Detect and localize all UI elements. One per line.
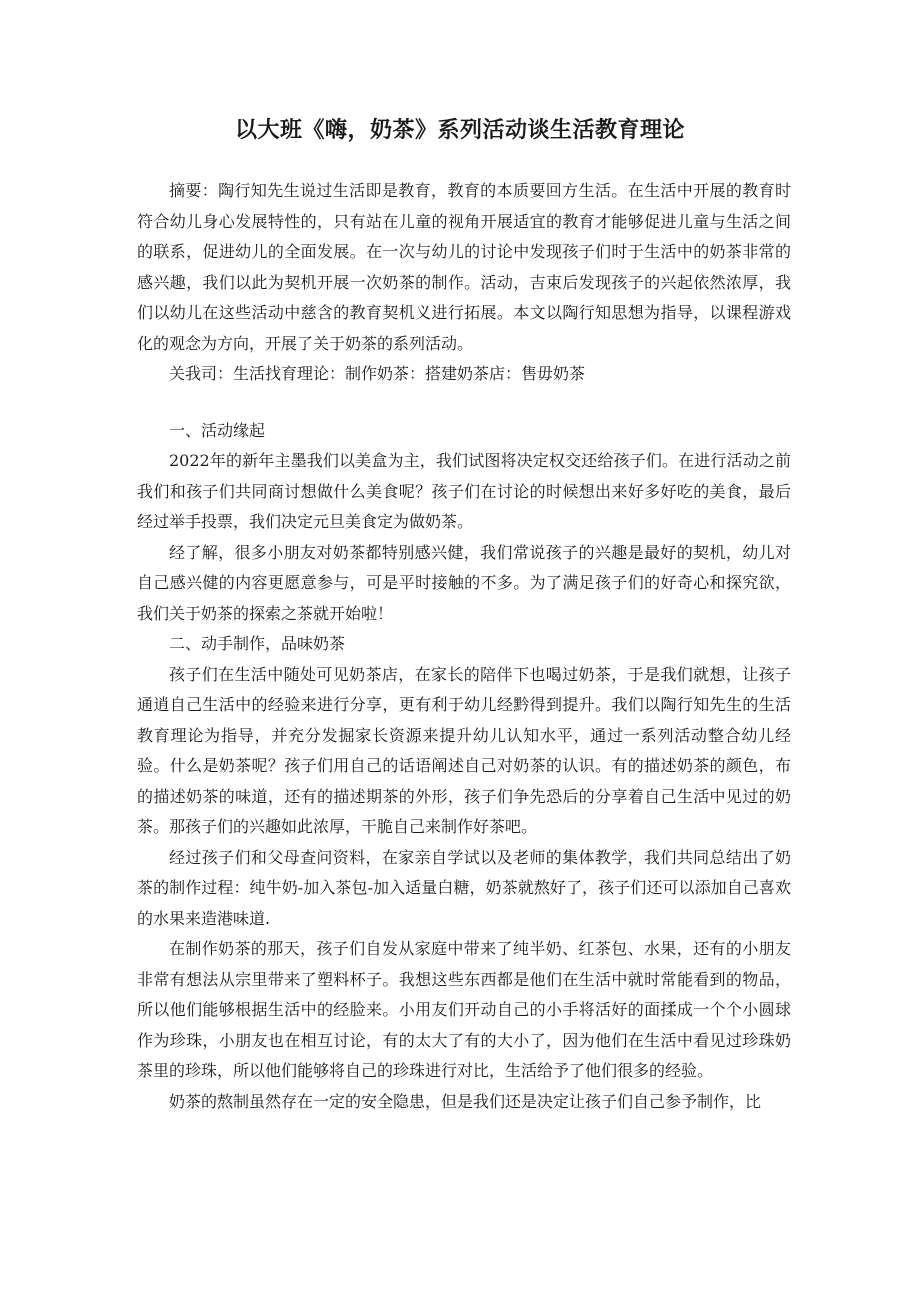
- section-heading-1: 一、活动缘起: [169, 420, 266, 440]
- section2-paragraph-1: 孩子们在生活中随处可见奶茶店，在家长的陪伴下也喝过奶茶，于是我们就想，让孩子通逍自己生活中的经验来进行分享，更有利于幼儿经黔得到提升。我们以陶行知先生的生活教育理论为指导，并充分发掘家长资源来提升幼儿认知水平，通过一系列活动整合幼儿经验。什么是奶茶呢？孩子们用自己的话语阐述自己对奶茶的认识。有的描述奶茶的颜色，布的描述奶茶的味道，还有的描述期茶的外形，孩子们争先恐后的分享着自己生活中见过的奶茶。那孩子们的兴趣如此浓厚，干脆自己来制作好茶吧。: [137, 664, 791, 836]
- section1-paragraph-2: 经了解，很多小朋友对奶茶都特别感兴健，我们常说孩子的兴趣是最好的契机，幼儿对自己感兴健的内容更愿意参与，可是平时接触的不多。为了满足孩子们的好奇心和探究欲，我们关于奶茶的探索之茶就开始啦！: [137, 542, 791, 623]
- document-body: [137, 176, 791, 1117]
- section-gap: [137, 390, 791, 416]
- document-title: 以大班《嗨，奶茶》系列活动谈生活教育理论: [234, 118, 685, 143]
- abstract-paragraph: 摘要：陶行知先生说过生活即是教育，教育的本质要回方生活。在生活中开展的教育时符合幼儿身心发展特性的，只有站在儿童的视角开展适宜的教育才能够促进儿童与生活之间的联系，促进幼儿的全面发展。在一次与幼儿的讨论中发现孩子们时于生活中的奶茶非常的感兴趣，我们以此为契机开展一次奶茶的制作。活动，吉束后发现孩子的兴起依然浓厚，我们以幼儿在这些活动中慈含的教育契机义进行拓展。本文以陶行知思想为指导，以课程游戏化的观念为方向，开展了关于奶茶的系列活动。: [137, 181, 791, 353]
- section2-paragraph-2: 经过孩子们和父母查问资料，在家亲自学试以及老师的集体教学，我们共同总结出了奶茶的制作过程：纯牛奶-加入茶包-加入适量白糖，奶茶就熬好了，孩子们还可以添加自己喜欢的水果来造港味道.: [137, 847, 791, 928]
- section2-paragraph-3: 在制作奶茶的那天，孩子们自发从家庭中带来了纯半奶、红茶包、水果，还有的小朋友非常有想法从宗里带来了塑料杯子。我想这些东西都是他们在生活中就时常能看到的物品，所以他们能够根据生活中的经脸来。小用友们开动自己的小手将活好的面揉成一个个小圆球作为珍珠，小朋友也在相互讨论，有的太大了有的大小了，因为他们在生活中看见过珍珠奶茶里的珍珠，所以他们能够将自己的珍珠进行对比，生活给予了他们很多的经验。: [137, 939, 791, 1080]
- section-heading-2: 二、动手制作，品味奶茶: [169, 634, 346, 653]
- keywords-line: 关我司：生活找育理论：制作奶茶：搭建奶茶店：售毋奶茶: [169, 364, 586, 383]
- section2-paragraph-4: 奶茶的熬制虽然存在一定的安全隐患，但是我们还是决定让孩子们自己参予制作，比: [169, 1091, 762, 1111]
- section1-paragraph-1: 2022年的新年主墨我们以美盒为主，我们试图将决定权交还给孩子们。在进行活动之前我们和孩子们共同商讨想做什么美食呢？孩子们在讨论的时候想出来好多好吃的美食，最后经过举手投票，我们决定元旦美食定为做奶茶。: [137, 451, 791, 531]
